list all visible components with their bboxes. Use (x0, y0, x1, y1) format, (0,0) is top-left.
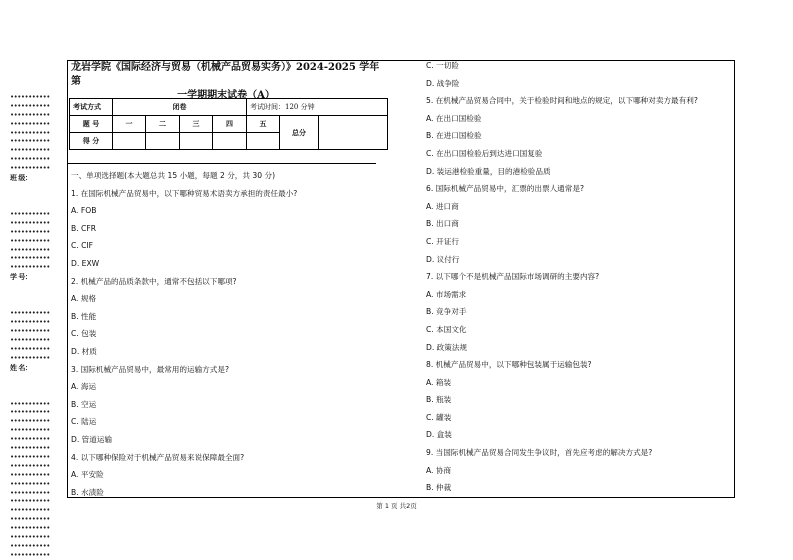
binding-dotted-line: ••••••••••• (10, 506, 50, 515)
answer-option: D. EXW (71, 258, 100, 268)
section-4-header: 四 (213, 116, 247, 133)
answer-option: C. 罐装 (426, 412, 452, 422)
answer-option: D. 管道运输 (71, 434, 113, 444)
answer-option: D. 材质 (71, 346, 97, 356)
binding-dotted-line: ••••••••••• (10, 227, 50, 236)
question-text: 7. 以下哪个不是机械产品国际市场调研的主要内容? (426, 272, 600, 282)
answer-option: D. 盒装 (426, 430, 452, 440)
question-no-label: 题 号 (70, 116, 113, 133)
binding-dotted-line: ••••••••••• (10, 101, 50, 110)
binding-dotted-line: ••••••••••• (10, 218, 50, 227)
answer-option: A. 海运 (71, 382, 97, 392)
question-text: 1. 在国际机械产品贸易中，以下哪种贸易术语卖方承担的责任最小? (71, 188, 298, 198)
title-line-2: 一学期期末试卷（A） (177, 90, 275, 101)
answer-option: B. 在进口国检验 (426, 131, 482, 141)
class-label: 班 级： (10, 174, 32, 183)
divider (68, 163, 376, 164)
answer-option: B. 空运 (71, 399, 97, 409)
answer-option: B. 仲裁 (426, 483, 452, 493)
binding-dotted-line: ••••••••••• (10, 146, 50, 155)
exam-mode-value: 闭卷 (113, 99, 247, 116)
answer-option: A. 进口商 (426, 201, 459, 211)
page-footer: 第 1 页 共2页 (376, 502, 417, 510)
binding-dotted-line: ••••••••••• (10, 155, 50, 164)
binding-dotted-line: ••••••••••• (10, 119, 50, 128)
answer-option: C. 本国文化 (426, 324, 467, 334)
answer-option: B. CFR (71, 223, 96, 233)
binding-dotted-line: ••••••••••• (10, 541, 50, 550)
right-question-column (426, 57, 698, 497)
answer-option: A. 规格 (71, 294, 97, 304)
exam-title (71, 61, 381, 103)
binding-dotted-line: ••••••••••• (10, 515, 50, 524)
score-cell (146, 133, 180, 150)
binding-dotted-line: ••••••••••• (10, 318, 50, 327)
score-cell (180, 133, 213, 150)
answer-option: D. 战争险 (426, 78, 460, 88)
binding-dotted-line: ••••••••••• (10, 524, 50, 533)
answer-option: B. 竞争对手 (426, 307, 467, 317)
answer-option: C. 在出口国检验后到达进口国复验 (426, 148, 543, 158)
binding-dotted-line: ••••••••••• (10, 93, 50, 101)
binding-dotted-line: ••••••••••• (10, 488, 50, 497)
binding-dotted-line: ••••••••••• (10, 254, 50, 263)
section-3-header: 三 (180, 116, 213, 133)
binding-dotted-line: ••••••••••• (10, 245, 50, 254)
binding-dotted-line: ••••••••••• (10, 137, 50, 146)
left-question-column (71, 167, 297, 501)
answer-option: D. 政策法规 (426, 342, 468, 352)
binding-dotted-line: ••••••••••• (10, 452, 50, 461)
name-label: 姓 名： (10, 363, 32, 372)
answer-option: D. 装运港检验重量，目的港检验品质 (426, 166, 551, 176)
answer-option: B. 水渍险 (71, 487, 104, 497)
binding-dotted-line: ••••••••••• (10, 444, 50, 453)
answer-option: C. 一切险 (426, 61, 459, 70)
question-text: 2. 机械产品的品质条款中，通常不包括以下哪项? (71, 276, 237, 286)
binding-dotted-line: ••••••••••• (10, 470, 50, 479)
binding-dotted-line: ••••••••••• (10, 461, 50, 470)
binding-dotted-line: ••••••••••• (10, 164, 50, 173)
binding-dotted-line: ••••••••••• (10, 309, 50, 318)
answer-option: C. CIF (71, 241, 94, 251)
answer-option: B. 性能 (71, 311, 97, 321)
answer-option: A. 箱装 (426, 377, 452, 387)
binding-dotted-line: ••••••••••• (10, 335, 50, 344)
question-text: 8. 机械产品贸易中，以下哪种包装属于运输包装? (426, 360, 592, 370)
section-5-header: 五 (247, 116, 280, 133)
answer-option: B. 出口商 (426, 219, 459, 229)
binding-dotted-line: ••••••••••• (10, 408, 50, 417)
binding-dotted-line: ••••••••••• (10, 399, 50, 408)
question-text: 4. 以下哪种保险对于机械产品贸易来说保障最全面? (71, 452, 245, 462)
score-label: 得 分 (70, 133, 113, 150)
binding-dotted-line: ••••••••••• (10, 550, 50, 559)
binding-dotted-line: ••••••••••• (10, 497, 50, 506)
answer-option: A. 市场需求 (426, 289, 467, 299)
answer-option: C. 包装 (71, 329, 97, 339)
answer-option: C. 陆运 (71, 417, 97, 427)
binding-dotted-line: ••••••••••• (10, 426, 50, 435)
question-text: 5. 在机械产品贸易合同中，关于检验时间和地点的规定，以下哪种对卖方最有利? (426, 96, 698, 106)
score-cell (113, 133, 146, 150)
binding-dotted-line: ••••••••••• (10, 417, 50, 426)
answer-option: C. 开证行 (426, 236, 459, 246)
binding-dotted-line: ••••••••••• (10, 128, 50, 137)
exam-time: 考试时间：120 分钟 (247, 99, 388, 116)
answer-option: D. 议付行 (426, 254, 460, 264)
section-1-header: 一 (113, 116, 146, 133)
question-text: 一、单项选择题(本大题总共 15 小题，每题 2 分，共 30 分) (71, 171, 276, 180)
total-score-cell (319, 116, 388, 150)
binding-dotted-line: ••••••••••• (10, 353, 50, 362)
score-cell (213, 133, 247, 150)
section-2-header: 二 (146, 116, 180, 133)
answer-option: A. FOB (71, 206, 97, 216)
binding-dotted-line: ••••••••••• (10, 435, 50, 444)
binding-dotted-line: ••••••••••• (10, 263, 50, 272)
question-text: 6. 国际机械产品贸易中，汇票的出票人通常是? (426, 184, 584, 194)
binding-dotted-line: ••••••••••• (10, 236, 50, 245)
student-id-label: 学 号： (10, 273, 32, 282)
binding-dotted-line: ••••••••••• (10, 110, 50, 119)
answer-option: A. 协商 (426, 465, 452, 475)
title-line-1: 龙岩学院《国际经济与贸易（机械产品贸易实务）》2024-2025 学年第 (71, 62, 380, 87)
total-label: 总分 (280, 116, 319, 150)
exam-mode-label: 考试方式 (70, 99, 113, 116)
question-text: 9. 当国际机械产品贸易合同发生争议时，首先应考虑的解决方式是? (426, 448, 653, 458)
binding-dotted-line: ••••••••••• (10, 532, 50, 541)
answer-option: B. 瓶装 (426, 395, 452, 405)
score-table (69, 98, 388, 150)
score-cell (247, 133, 280, 150)
answer-option: A. 在出口国检验 (426, 113, 482, 123)
answer-option: A. 平安险 (71, 470, 104, 480)
binding-dotted-line: ••••••••••• (10, 479, 50, 488)
binding-margin (10, 93, 60, 560)
binding-dotted-line: ••••••••••• (10, 210, 50, 219)
question-text: 3. 国际机械产品贸易中，最常用的运输方式是? (71, 364, 229, 374)
binding-dotted-line: ••••••••••• (10, 344, 50, 353)
binding-dotted-line: ••••••••••• (10, 327, 50, 336)
